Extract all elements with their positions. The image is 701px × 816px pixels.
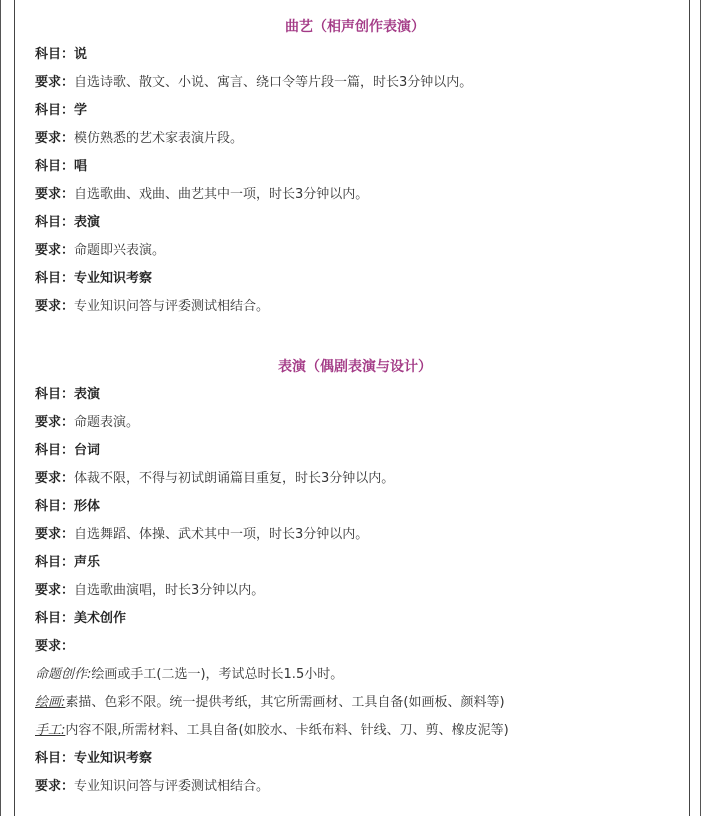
detail-value: 绘画或手工(二选一)，考试总时长1.5小时。 [91, 667, 344, 682]
subject-row [35, 610, 126, 628]
row-label: 要求： [35, 583, 75, 598]
row-value: 表演 [74, 387, 101, 402]
row-label: 要求： [35, 639, 75, 654]
row-value: 台词 [74, 443, 101, 458]
requirement-row [35, 638, 74, 656]
row-label: 科目： [35, 103, 75, 118]
requirement-row [35, 186, 368, 204]
subject-row [35, 158, 87, 176]
row-label: 科目： [35, 555, 75, 570]
row-value: 表演 [74, 215, 101, 230]
requirement-row [35, 470, 394, 488]
row-value: 专业知识考察 [74, 271, 153, 286]
requirement-row [35, 242, 165, 260]
row-label: 科目： [35, 387, 75, 402]
requirement-row [35, 526, 368, 544]
detail-label: 手工: [35, 723, 66, 738]
row-value: 美术创作 [74, 611, 127, 626]
row-value: 唱 [74, 159, 88, 174]
row-label: 要求： [35, 471, 75, 486]
row-value: 说 [74, 47, 88, 62]
requirement-row [35, 414, 139, 432]
detail-label: 绘画: [35, 695, 66, 710]
row-value: 模仿熟悉的艺术家表演片段。 [74, 131, 244, 146]
row-value: 命题表演。 [74, 415, 140, 430]
row-value: 专业知识问答与评委测试相结合。 [74, 779, 270, 794]
row-value: 自选歌曲演唱，时长3分钟以内。 [74, 583, 265, 598]
row-value: 声乐 [74, 555, 101, 570]
detail-label: 命题创作: [35, 667, 92, 682]
row-value: 学 [74, 103, 88, 118]
row-label: 要求： [35, 527, 75, 542]
row-label: 要求： [35, 75, 75, 90]
row-label: 科目： [35, 611, 75, 626]
subject-row [35, 270, 152, 288]
row-label: 科目： [35, 159, 75, 174]
detail-row [35, 722, 509, 740]
frame-border-right [689, 0, 690, 816]
frame-border-left [14, 0, 15, 816]
detail-row [35, 694, 505, 712]
requirement-row [35, 582, 264, 600]
row-label: 科目： [35, 215, 75, 230]
subject-row [35, 214, 100, 232]
subject-row [35, 498, 100, 516]
row-label: 科目： [35, 499, 75, 514]
row-value: 自选诗歌、散文、小说、寓言、绕口令等片段一篇，时长3分钟以内。 [74, 75, 473, 90]
row-label: 要求： [35, 779, 75, 794]
subject-row [35, 46, 87, 64]
row-label: 要求： [35, 187, 75, 202]
row-label: 科目： [35, 271, 75, 286]
requirement-row [35, 74, 472, 92]
detail-row [35, 666, 343, 684]
section-title-biaoyan: 表演（偶剧表演与设计） [278, 359, 432, 375]
section-title-quyi: 曲艺（相声创作表演） [285, 19, 425, 35]
row-value: 专业知识问答与评委测试相结合。 [74, 299, 270, 314]
row-value: 体裁不限，不得与初试朗诵篇目重复，时长3分钟以内。 [74, 471, 395, 486]
row-label: 要求： [35, 131, 75, 146]
detail-value: 素描、色彩不限。统一提供考纸，其它所需画材、工具自备(如画板、颜料等) [65, 695, 505, 710]
row-label: 要求： [35, 415, 75, 430]
requirement-row [35, 298, 269, 316]
subject-row [35, 442, 100, 460]
row-label: 科目： [35, 47, 75, 62]
row-label: 科目： [35, 443, 75, 458]
row-label: 要求： [35, 299, 75, 314]
requirement-row [35, 130, 243, 148]
subject-row [35, 386, 100, 404]
row-value: 专业知识考察 [74, 751, 153, 766]
row-value: 命题即兴表演。 [74, 243, 166, 258]
row-value: 自选舞蹈、体操、武术其中一项，时长3分钟以内。 [74, 527, 369, 542]
subject-row [35, 750, 152, 768]
row-value: 自选歌曲、戏曲、曲艺其中一项，时长3分钟以内。 [74, 187, 369, 202]
requirement-row [35, 778, 269, 796]
row-label: 要求： [35, 243, 75, 258]
subject-row [35, 554, 100, 572]
detail-value: 内容不限,所需材料、工具自备(如胶水、卡纸布料、针线、刀、剪、橡皮泥等) [65, 723, 509, 738]
subject-row [35, 102, 87, 120]
row-label: 科目： [35, 751, 75, 766]
row-value: 形体 [74, 499, 101, 514]
